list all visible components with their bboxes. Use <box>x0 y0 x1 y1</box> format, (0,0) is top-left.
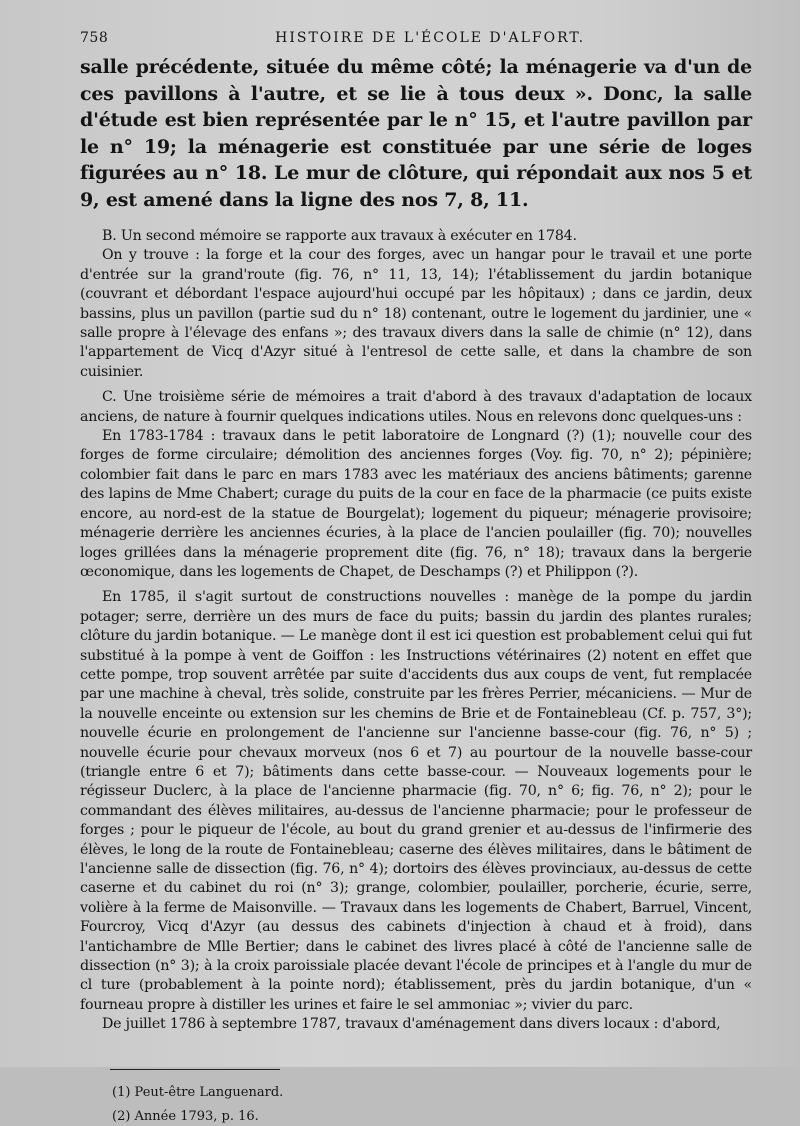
paragraph-1786-1787: De juillet 1786 à septembre 1787, travaux d'aménagement dans divers locaux : d'abord, <box>102 1016 721 1033</box>
footnote-rule <box>110 1069 280 1070</box>
footnote-1: (1) Peut-être Languenard. <box>112 1084 284 1100</box>
paragraph-c-intro: C. Une troisième série de mémoires a trait d'abord à des travaux d'adaptation de locaux anciens, de nature à fournir quelques indications utiles. Nous en relevons donc quelques-uns : <box>80 389 752 425</box>
paragraph-1785: En 1785, il s'agit surtout de constructions nouvelles : manège de la pompe du jardin potager; serre, derrière un des murs de face du puits; bassin du jardin des plantes rurales; clôture du jardin botanique. — Le manège dont il est ici question est probablement celui qui fut substitué à la pompe à vent de Goiffon : les Instructions vétérinaires (2) notent en effet que cette pompe, trop souvent arrêtée par suite d'accidents dus aux coups de vent, fut remplacée par une machine à cheval, très solide, construite par les frères Perrier, mécaniciens. — Mur de la nouvelle enceinte ou extension sur les chemins de Brie et de Fontainebleau (Cf. p. 757, 3°); nouvelle écurie en prolongement de l'ancienne sur l'ancienne basse-cour (fig. 76, n° 5) ; nouvelle écurie pour chevaux morveux (nos 6 et 7) au pourtour de la nouvelle basse-cour (triangle entre 6 et 7); bâtiments dans cette basse-cour. — Nouveaux logements pour le régisseur Duclerc, à la place de l'ancienne pharmacie (fig. 70, n° 6; fig. 76, n° 2); pour le commandant des élèves militaires, au-dessus de l'ancienne pharmacie; pour le professeur de forges ; pour le piqueur de l'école, au bout du grand grenier et au-dessus de l'infirmerie des élèves, le long de la route de Fontainebleau; caserne des élèves militaires, dans le bâtiment de l'ancienne salle de dissection (fig. 76, n° 4); dortoirs des élèves provinciaux, au-dessus de cette caserne et du cabinet du roi (n° 3); grange, colombier, poulailler, porcherie, écurie, serre, volière à la ferme de Maisonville. — Travaux dans les logements de Chabert, Barruel, Vincent, Fourcroy, Vicq d'Azyr (au dessus des cabinets d'injection à chaud et à froid), dans l'antichambre de Mlle Bertier; dans le cabinet des livres placé à côté de l'ancienne salle de dissection (n° 3); à la croix paroissiale placée devant l'école de principes et à l'angle du mur de cl ture (probablement à la pointe nord); établissement, près du jardin botanique, d'un « fourneau propre à distiller les urines et faire le sel ammoniac »; vivier du parc. <box>80 589 752 1013</box>
paragraph-b-intro: B. Un second mémoire se rapporte aux travaux à exécuter en 1784. <box>102 228 577 244</box>
body-text <box>80 227 752 1035</box>
paragraph-b-detail: On y trouve : la forge et la cour des forges, avec un hangar pour le travail et une porte d'entrée sur la grand'route (fig. 76, n° 11, 13, 14); l'établissement du jardin botanique (couvrant et débordant l'espace aujourd'hui occupé par les hôpitaux) ; dans ce jardin, deux bassins, plus un pavillon (partie sud du n° 18) contenant, outre le logement du jardinier, une « salle propre à l'élevage des enfans »; des travaux divers dans la salle de chimie (n° 12), dans l'appartement de Vicq d'Azyr situé à l'entresol de cette salle, et dans la chambre de son cuisinier. <box>80 247 752 380</box>
running-title: HISTOIRE DE L'ÉCOLE D'ALFORT. <box>275 30 586 46</box>
page-number: 758 <box>80 30 109 46</box>
footnote-2: (2) Année 1793, p. 16. <box>112 1108 259 1124</box>
lead-block <box>80 54 752 213</box>
lead-paragraph: salle précédente, située du même côté; la ménagerie va d'un de ces pavillons à l'autre, et se lie à tous deux ». Donc, la salle d'étude est bien représentée par le n° 15, et l'autre pavillon par le n° 19; la ménagerie est constituée par une série de loges figurées au n° 18. Le mur de clôture, qui répondait aux nos 5 et 9, est amené dans la ligne des nos 7, 8, 11. <box>80 56 752 211</box>
paragraph-1783-1784: En 1783-1784 : travaux dans le petit laboratoire de Longnard (?) (1); nouvelle cour des forges de forme circulaire; démolition des anciennes forges (Voy. fig. 70, n° 2); pépinière; colombier fait dans le parc en mars 1783 avec les matériaux des anciens bâtiments; garenne des lapins de Mme Chabert; curage du puits de la cour en face de la pharmacie (ce puits existe encore, au nord-est de la statue de Bourgelat); logement du piqueur; ménagerie provisoire; ménagerie derrière les anciennes écuries, à la place de l'ancien poulailler (fig. 70); nouvelles loges grillées dans la ménagerie proprement dite (fig. 76, n° 18); travaux dans la bergerie œconomique, dans les logements de Chapet, de Deschamps (?) et Philippon (?). <box>80 428 752 580</box>
footnotes <box>80 1084 752 1126</box>
running-header <box>80 30 752 46</box>
